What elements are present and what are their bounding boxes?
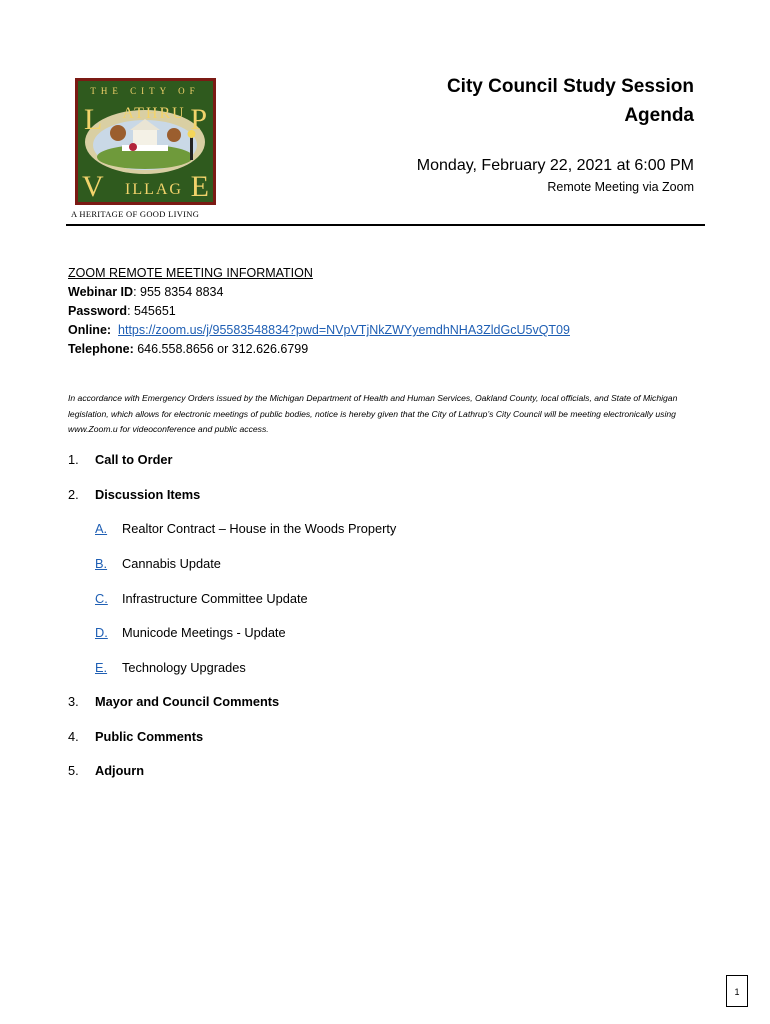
item-number: 5. xyxy=(68,763,79,778)
agenda-item-5 xyxy=(68,763,144,778)
agenda-item-4 xyxy=(68,729,203,744)
header-divider xyxy=(66,224,705,226)
zoom-info xyxy=(68,264,570,359)
discussion-link-d[interactable]: D. xyxy=(95,625,108,640)
password-label: Password xyxy=(68,304,128,318)
item-label: Adjourn xyxy=(95,763,145,778)
title-line2: Agenda xyxy=(624,105,694,126)
agenda-item-3 xyxy=(68,694,279,709)
logo-letter-l: L xyxy=(84,103,103,136)
item-number: 1. xyxy=(68,452,79,467)
logo-word1: ATHRU xyxy=(122,105,186,122)
online-row xyxy=(68,321,570,340)
item-number: 3. xyxy=(68,694,79,709)
zoom-heading: ZOOM REMOTE MEETING INFORMATION xyxy=(68,266,313,280)
emergency-order-notice: In accordance with Emergency Orders issued by the Michigan Department of Health and Human Services, Oakland County, local officials, and State of Michigan legislation, which allows for electronic meetings of public bodies, notice is hereby given that the City of Lathrup’s City Council will be meeting electronically using www.Zoom.u for videoconference and public access. xyxy=(68,393,678,434)
logo-word2: ILLAG xyxy=(125,181,183,198)
discussion-item-c xyxy=(95,591,308,606)
logo-tagline: A HERITAGE OF GOOD LIVING xyxy=(71,209,200,219)
discussion-label: Cannabis Update xyxy=(122,556,221,571)
meeting-venue: Remote Meeting via Zoom xyxy=(547,180,694,194)
discussion-item-e xyxy=(95,660,246,675)
password-value: : 545651 xyxy=(127,304,176,318)
discussion-label: Municode Meetings - Update xyxy=(122,625,286,640)
item-number: 2. xyxy=(68,487,79,502)
discussion-label: Realtor Contract – House in the Woods Property xyxy=(122,521,397,536)
discussion-item-d xyxy=(95,625,286,640)
webinar-id-label: Webinar ID xyxy=(68,285,134,299)
telephone-row xyxy=(68,340,570,359)
item-label: Public Comments xyxy=(95,729,204,744)
item-label: Discussion Items xyxy=(95,487,201,502)
zoom-link[interactable]: https://zoom.us/j/95583548834?pwd=NVpVTjNkZWYyemdhNHA3ZldGcU5vQT09 xyxy=(118,323,570,337)
logo-artwork xyxy=(78,81,213,202)
item-number: 4. xyxy=(68,729,79,744)
discussion-link-c[interactable]: C. xyxy=(95,591,108,606)
meeting-date: Monday, February 22, 2021 at 6:00 PM xyxy=(416,157,694,174)
telephone-value: 646.558.8656 or 312.626.6799 xyxy=(133,342,309,356)
page-title xyxy=(447,72,694,130)
logo-letter-v: V xyxy=(82,170,104,202)
discussion-link-e[interactable]: E. xyxy=(95,660,108,675)
logo-emblem xyxy=(75,78,216,205)
discussion-item-a xyxy=(95,521,396,536)
discussion-item-b xyxy=(95,556,221,571)
webinar-id-row xyxy=(68,283,570,302)
password-row xyxy=(68,302,570,321)
telephone-label: Telephone: xyxy=(68,342,134,356)
webinar-id-value: : 955 8354 8834 xyxy=(133,285,224,299)
agenda-item-2 xyxy=(68,487,200,502)
discussion-link-a[interactable]: A. xyxy=(95,521,108,536)
item-label: Mayor and Council Comments xyxy=(95,694,280,709)
agenda-item-1 xyxy=(68,452,173,467)
logo-top-text: THE CITY OF xyxy=(90,86,200,96)
discussion-link-b[interactable]: B. xyxy=(95,556,108,571)
title-line1: City Council Study Session xyxy=(446,76,694,97)
logo-letter-e: E xyxy=(190,170,209,202)
online-label: Online: xyxy=(68,323,112,337)
discussion-label: Technology Upgrades xyxy=(122,660,246,675)
city-logo xyxy=(67,75,222,223)
page-number: 1 xyxy=(726,975,748,1007)
item-label: Call to Order xyxy=(95,452,173,467)
discussion-label: Infrastructure Committee Update xyxy=(122,591,308,606)
logo-letter-p: P xyxy=(190,103,207,136)
